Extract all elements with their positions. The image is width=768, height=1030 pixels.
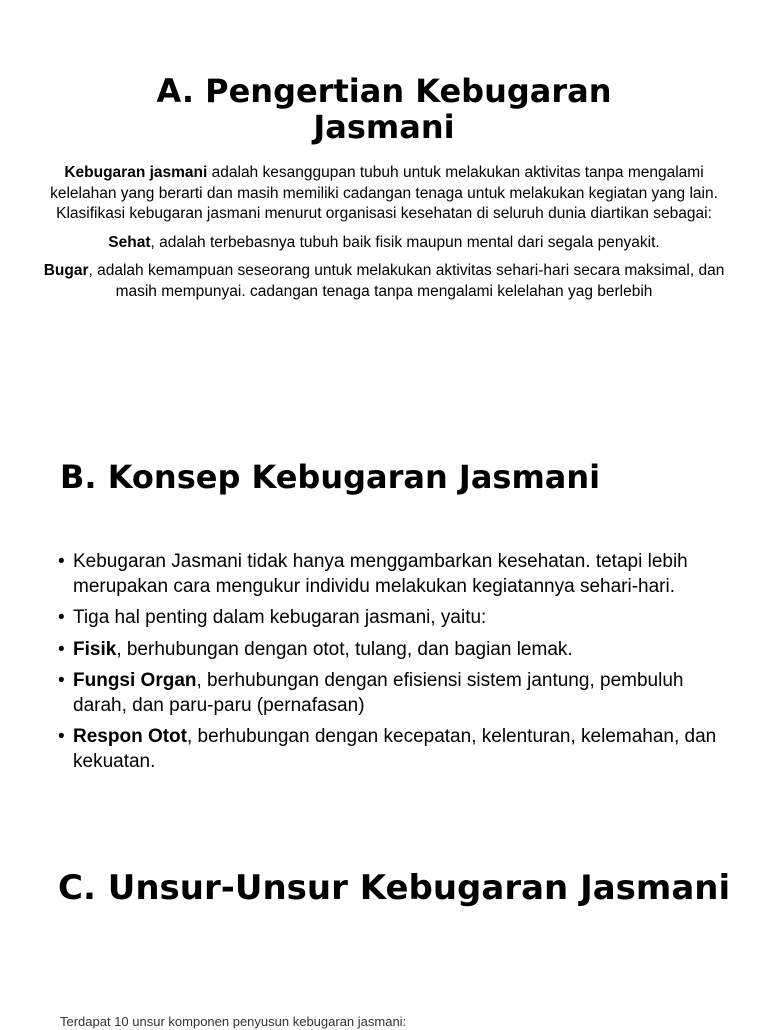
list-item — [57, 606, 717, 631]
list-item-bold: Fisik — [73, 638, 117, 660]
sehat-term: Sehat — [108, 233, 151, 251]
section-b-heading: B. Konsep Kebugaran Jasmani — [60, 458, 601, 496]
list-item-bold: Respon Otot — [73, 726, 187, 747]
bugar-paragraph — [30, 261, 738, 302]
definition-term: Kebugaran jasmani — [64, 164, 208, 181]
sehat-text: , adalah terbebasnya tubuh baik fisik maupun mental dari segala penyakit. — [150, 233, 660, 251]
section-c-heading: C. Unsur-Unsur Kebugaran Jasmani — [58, 868, 731, 908]
list-item-text: Tiga hal penting dalam kebugaran jasmani, yaitu: — [73, 607, 487, 628]
bugar-term: Bugar — [43, 262, 89, 279]
section-c-cut-text: Terdapat 10 unsur komponen penyusun kebugaran jasmani: — [60, 1014, 407, 1029]
list-item — [57, 550, 717, 599]
list-item-text: Kebugaran Jasmani tidak hanya menggambarkan kesehatan. tetapi lebih merupakan cara mengukur individu melakukan kegiatannya sehari-hari. — [73, 551, 688, 597]
definition-paragraph — [30, 163, 738, 204]
list-item-bold: Fungsi Organ — [73, 670, 197, 691]
list-item-text: , berhubungan dengan otot, tulang, dan bagian lemak. — [116, 638, 573, 660]
classification-paragraph: Klasifikasi kebugaran jasmani menurut organisasi kesehatan di seluruh dunia diartikan sebagai: — [56, 205, 712, 222]
sehat-paragraph — [30, 233, 738, 254]
bugar-text: , adalah kemampuan seseorang untuk melakukan aktivitas sehari-hari secara maksimal, dan masih mempunyai. cadangan tenaga tanpa mengalami kelelahan yag berlebih — [88, 262, 725, 300]
section-b-bullet-list — [57, 550, 717, 781]
section-a-body — [30, 163, 738, 302]
list-item — [57, 725, 717, 774]
list-item — [57, 638, 717, 663]
section-a-heading: A. Pengertian Kebugaran Jasmani — [156, 72, 612, 146]
definition-text: adalah kesanggupan tubuh untuk melakukan aktivitas tanpa mengalami kelelahan yang berarti dan masih memiliki cadangan tenaga untuk melakukan kegiatan yang lain. — [50, 164, 718, 202]
list-item — [57, 669, 717, 718]
list-item-text: , berhubungan dengan kecepatan, kelenturan, kelemahan, dan kekuatan. — [73, 726, 717, 772]
list-item-text: , berhubungan dengan efisiensi sistem jantung, pembuluh darah, dan paru-paru (pernafasan) — [73, 670, 684, 716]
